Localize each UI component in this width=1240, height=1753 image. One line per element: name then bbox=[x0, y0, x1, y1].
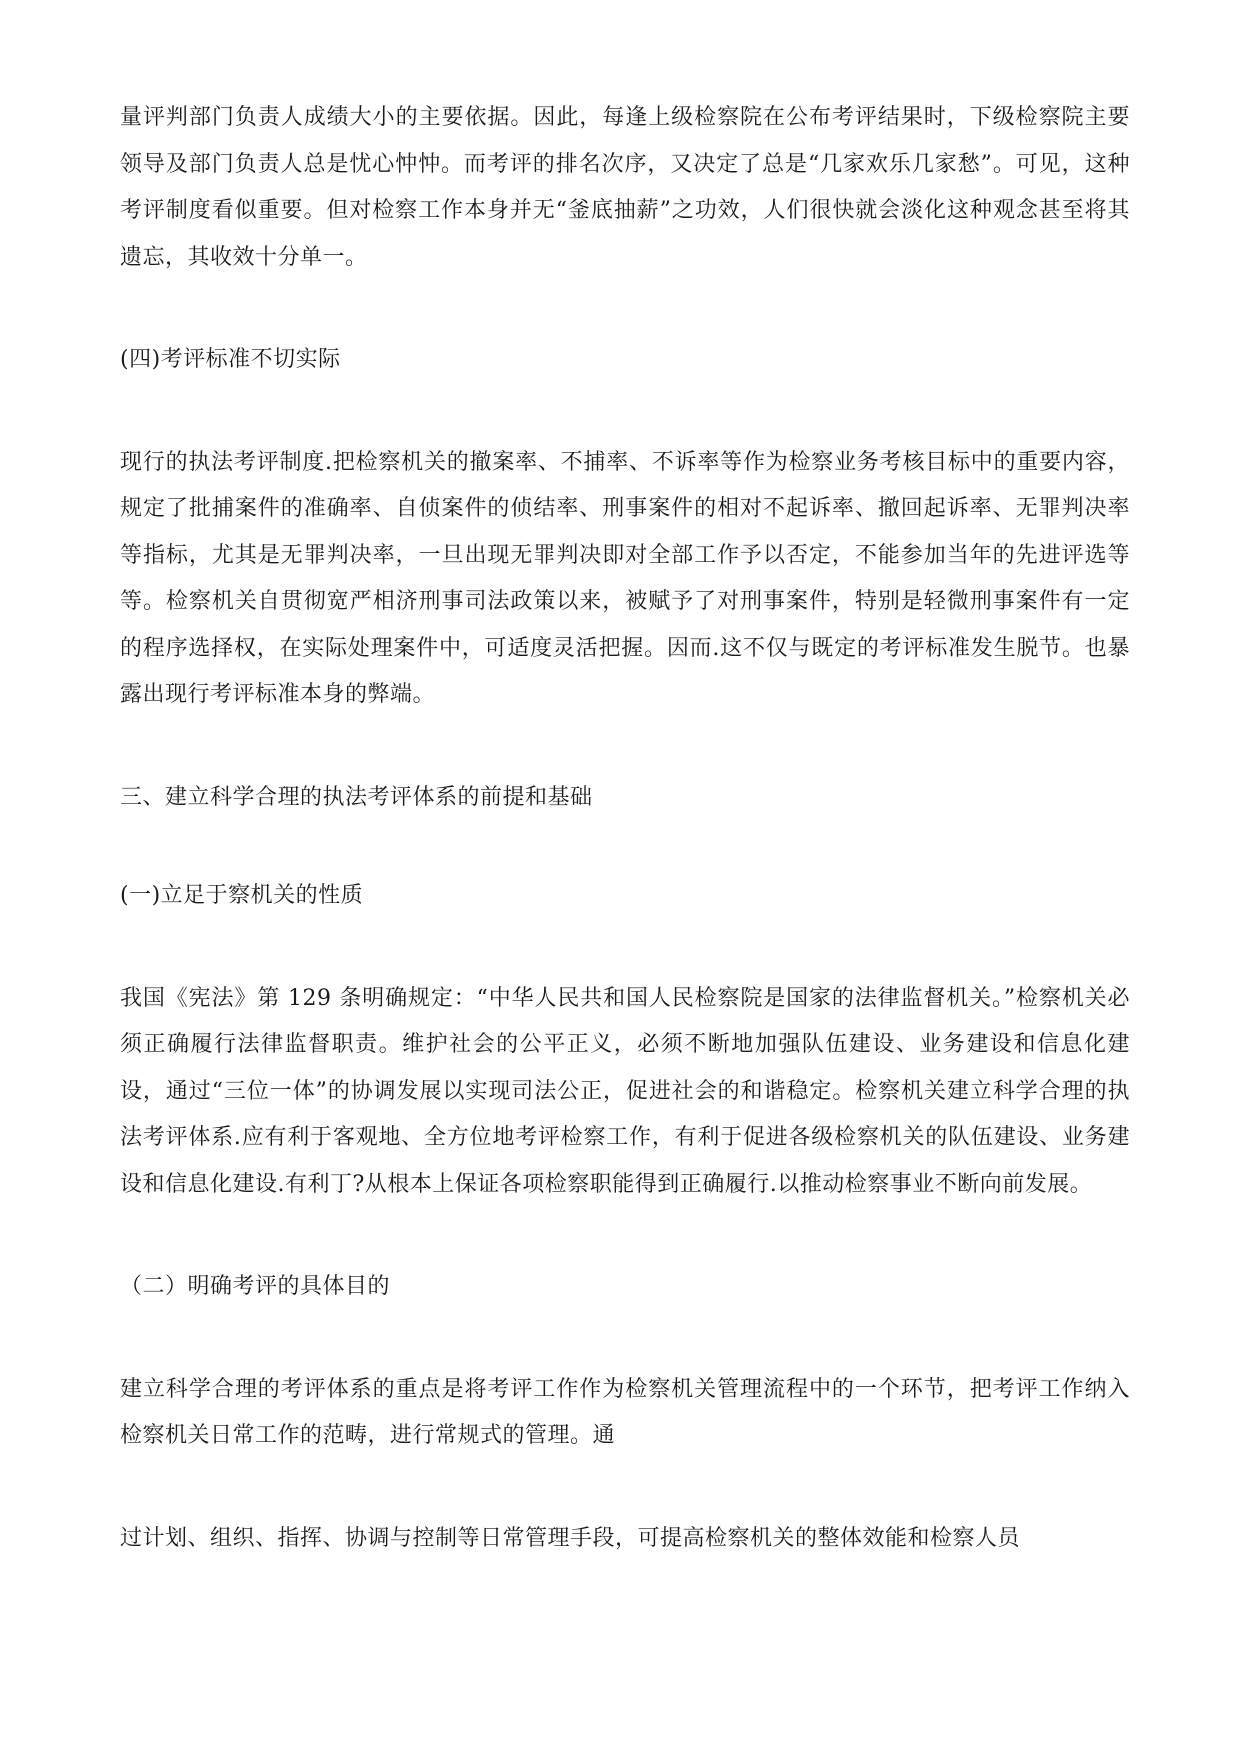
paragraph-evaluation-results: 量评判部门负责人成绩大小的主要依据。因此，每逢上级检察院在公布考评结果时，下级检察院主要领导及部门负责人总是忧心忡忡。而考评的排名次序，又决定了总是“几家欢乐几家愁”。可见，这种考评制度看似重要。但对检察工作本身并无“釜底抽薪”之功效，人们很快就会淡化这种观念甚至将其遗忘，其收效十分单一。 bbox=[120, 105, 1130, 270]
paragraph-management-means: 过计划、组织、指挥、协调与控制等日常管理手段，可提高检察机关的整体效能和检察人员 bbox=[120, 1525, 1021, 1551]
heading-evaluation-standards: (四)考评标准不切实际 bbox=[120, 347, 341, 372]
paragraph-current-evaluation-system: 现行的执法考评制度.把检察机关的撤案率、不捕率、不诉率等作为检察业务考核目标中的重要内容，规定了批捕案件的准确率、自侦案件的侦结率、刑事案件的相对不起诉率、撤回起诉率、无罪判决率等指标，尤其是无罪判决率，一旦出现无罪判决即对全部工作予以否定，不能参加当年的先进评选等等。检察机关自贯彻宽严相济刑事司法政策以来，被赋予了对刑事案件，特别是轻微刑事案件有一定的程序选择权，在实际处理案件中，可适度灵活把握。因而.这不仅与既定的考评标准发生脱节。也暴露出现行考评标准本身的弊端。 bbox=[120, 449, 1130, 707]
document-page bbox=[120, 95, 1130, 1562]
heading-procuratorate-nature: (一)立足于察机关的性质 bbox=[120, 883, 364, 908]
heading-evaluation-purpose: （二）明确考评的具体目的 bbox=[120, 1274, 391, 1299]
paragraph-constitution: 我国《宪法》第 129 条明确规定：“中华人民共和国人民检察院是国家的法律监督机关。”检察机关必须正确履行法律监督职责。维护社会的公平正义，必须不断地加强队伍建设、业务建设和信息化建设，通过“三位一体”的协调发展以实现司法公正，促进社会的和谐稳定。检察机关建立科学合理的执法考评体系.应有利于客观地、全方位地考评检察工作，有利于促进各级检察机关的队伍建设、业务建设和信息化建设.有利丁?从根本上保证各项检察职能得到正确履行.以推动检察事业不断向前发展。 bbox=[120, 985, 1130, 1197]
paragraph-evaluation-system-focus: 建立科学合理的考评体系的重点是将考评工作作为检察机关管理流程中的一个环节，把考评工作纳入检察机关日常工作的范畴，进行常规式的管理。通 bbox=[120, 1376, 1130, 1448]
heading-section-three: 三、建立科学合理的执法考评体系的前提和基础 bbox=[120, 784, 593, 810]
